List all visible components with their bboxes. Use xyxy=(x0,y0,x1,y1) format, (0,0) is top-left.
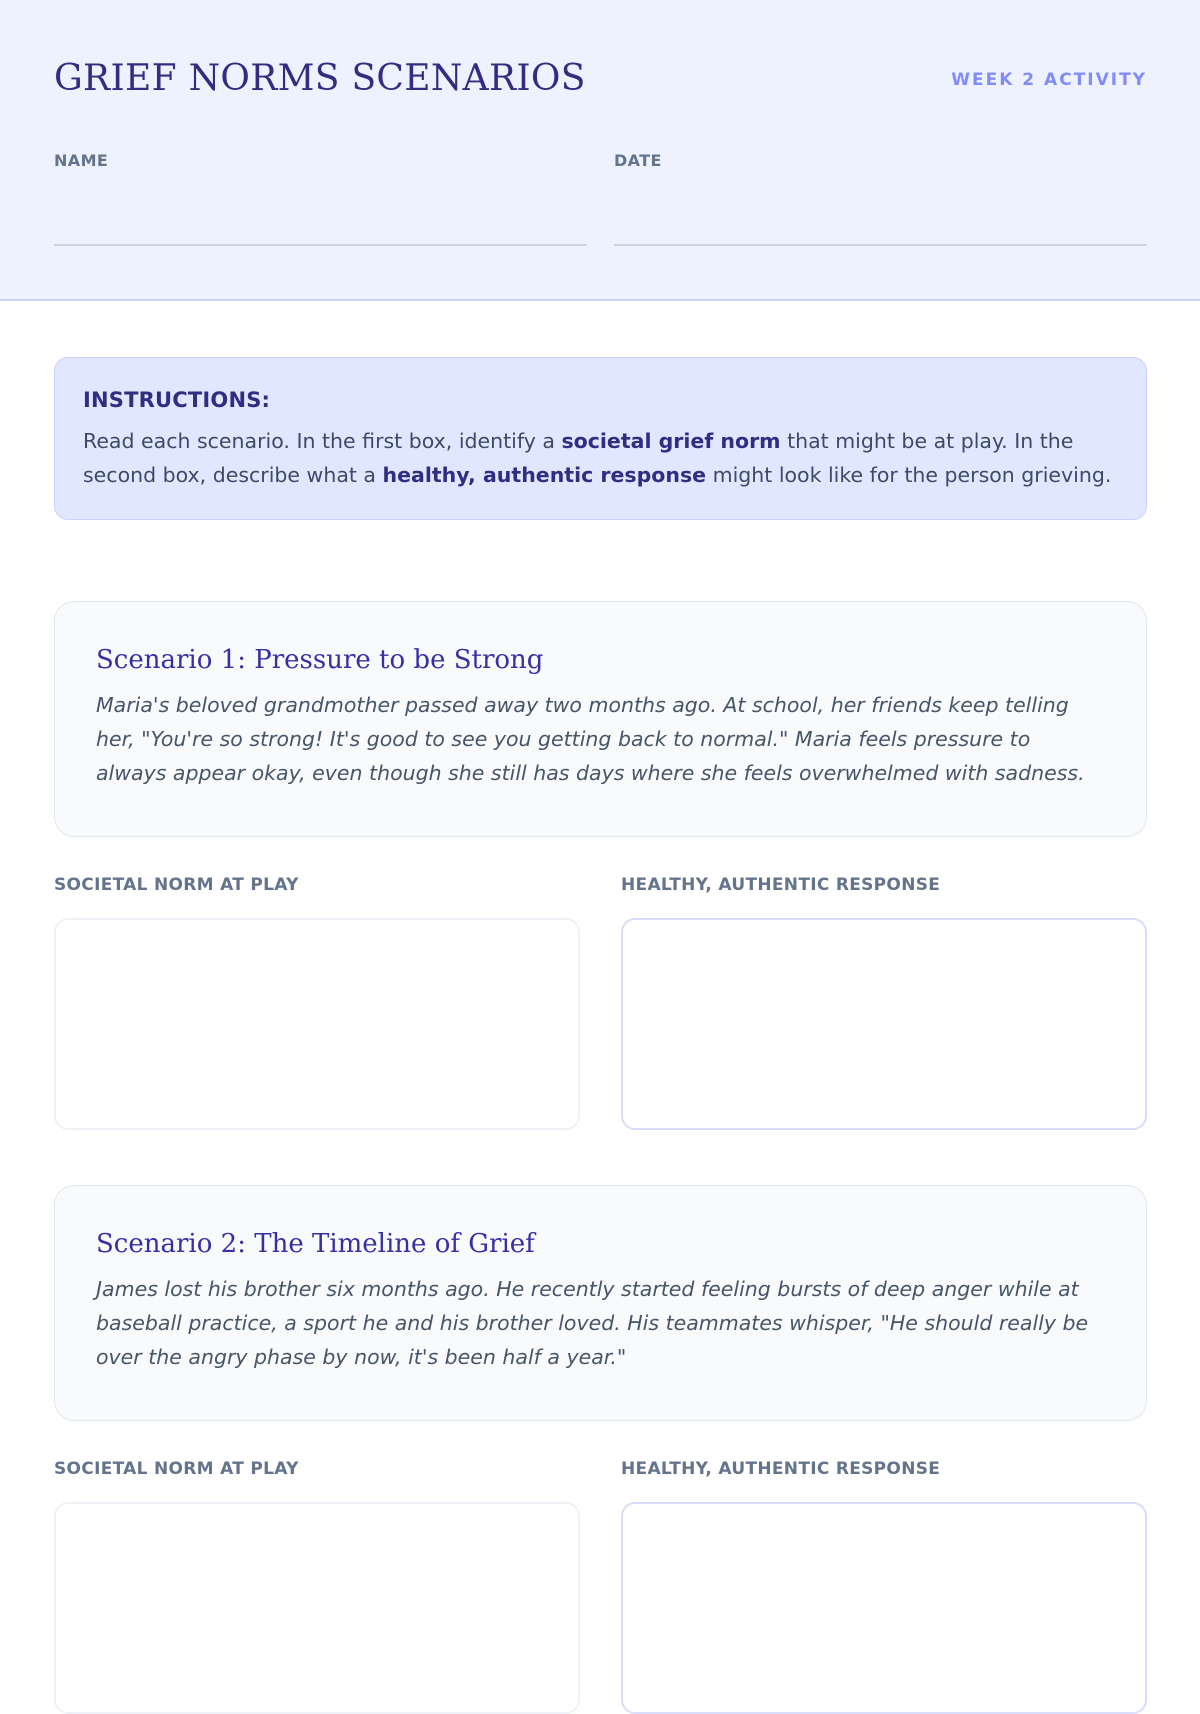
scenario-title: Scenario 2: The Timeline of Grief xyxy=(96,1229,535,1259)
name-label: NAME xyxy=(54,151,109,170)
norm-answer-box[interactable] xyxy=(54,1502,580,1714)
instructions-text-part: Read each scenario. In the first box, identify a xyxy=(83,429,562,453)
page-title: GRIEF NORMS SCENARIOS xyxy=(54,58,586,99)
name-field xyxy=(54,150,587,246)
scenario-card-1 xyxy=(54,601,1147,837)
response-label: HEALTHY, AUTHENTIC RESPONSE xyxy=(621,1459,941,1479)
name-input[interactable] xyxy=(54,224,587,246)
scenario-title: Scenario 1: Pressure to be Strong xyxy=(96,645,544,675)
instructions-emphasis-response: healthy, authentic response xyxy=(382,463,707,487)
instructions-text-part: might look like for the person grieving. xyxy=(706,463,1112,487)
scenario-card-2 xyxy=(54,1185,1147,1421)
worksheet-header xyxy=(0,0,1200,301)
response-answer-box[interactable] xyxy=(621,1502,1147,1714)
instructions-heading: INSTRUCTIONS: xyxy=(83,388,271,412)
norm-label: SOCIETAL NORM AT PLAY xyxy=(54,1459,299,1479)
instructions-text-part: that might be at play. In the second box, describe what a xyxy=(83,429,1074,487)
response-answer-box[interactable] xyxy=(621,918,1147,1130)
instructions-text xyxy=(83,424,1118,492)
scenario-text: James lost his brother six months ago. He recently started feeling bursts of deep anger while at baseball practice, a sport he and his brother loved. His teammates whisper, "He should really be over the angry phase by now, it's been half a year." xyxy=(96,1277,1089,1369)
instructions-emphasis-norm: societal grief norm xyxy=(561,429,781,453)
response-label: HEALTHY, AUTHENTIC RESPONSE xyxy=(621,875,941,895)
date-input[interactable] xyxy=(614,224,1147,246)
date-field xyxy=(614,150,1147,246)
instructions-box xyxy=(54,357,1147,520)
week-label: WEEK 2 ACTIVITY xyxy=(951,70,1147,90)
date-label: DATE xyxy=(614,151,662,170)
scenario-text: Maria's beloved grandmother passed away two months ago. At school, her friends keep telling her, "You're so strong! It's good to see you getting back to normal." Maria feels pressure to always appear okay, even though she still has days where she feels overwhelmed with sadness. xyxy=(96,693,1085,785)
norm-label: SOCIETAL NORM AT PLAY xyxy=(54,875,299,895)
norm-answer-box[interactable] xyxy=(54,918,580,1130)
